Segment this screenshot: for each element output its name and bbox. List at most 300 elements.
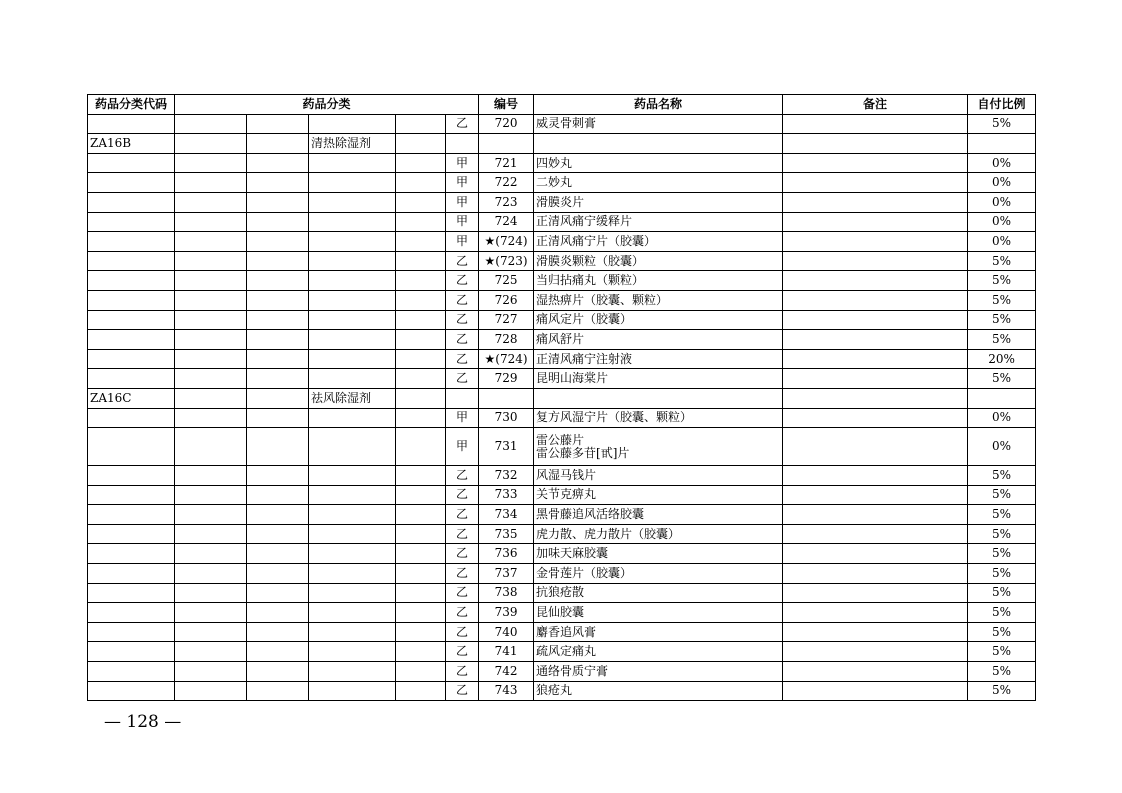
empty-cell bbox=[309, 681, 396, 701]
drug-name-cell bbox=[534, 564, 783, 584]
drug-row bbox=[88, 564, 1036, 584]
drug-name-cell bbox=[534, 271, 783, 291]
ratio-cell: 5% bbox=[968, 290, 1036, 310]
category-row bbox=[88, 134, 1036, 154]
note-cell bbox=[783, 428, 968, 466]
empty-cell bbox=[247, 192, 309, 212]
drug-name: 痛风舒片 bbox=[536, 331, 585, 346]
header-name: 药品名称 bbox=[534, 95, 783, 115]
drug-table bbox=[87, 94, 1036, 701]
number-cell: 734 bbox=[479, 505, 534, 525]
table-body bbox=[88, 114, 1036, 701]
note-cell bbox=[783, 408, 968, 428]
empty-cell bbox=[247, 662, 309, 682]
number-cell: 723 bbox=[479, 192, 534, 212]
grade-cell: 甲 bbox=[446, 153, 479, 173]
empty-cell bbox=[309, 349, 396, 369]
empty-cell bbox=[396, 681, 446, 701]
empty-cell bbox=[479, 134, 534, 154]
empty-cell bbox=[88, 153, 175, 173]
empty-cell bbox=[309, 642, 396, 662]
drug-row bbox=[88, 642, 1036, 662]
empty-cell bbox=[247, 466, 309, 486]
category-name: 祛风除湿剂 bbox=[309, 388, 396, 408]
grade-cell: 乙 bbox=[446, 681, 479, 701]
grade-cell: 甲 bbox=[446, 212, 479, 232]
empty-cell bbox=[175, 388, 247, 408]
empty-cell bbox=[309, 369, 396, 389]
empty-cell bbox=[396, 544, 446, 564]
empty-cell bbox=[309, 271, 396, 291]
drug-name-cell bbox=[534, 212, 783, 232]
note-cell bbox=[783, 603, 968, 623]
grade-cell: 乙 bbox=[446, 662, 479, 682]
note-cell bbox=[783, 622, 968, 642]
empty-cell bbox=[479, 388, 534, 408]
empty-cell bbox=[247, 564, 309, 584]
drug-name-cell bbox=[534, 662, 783, 682]
grade-cell: 乙 bbox=[446, 271, 479, 291]
note-cell bbox=[783, 564, 968, 584]
category-name: 清热除湿剂 bbox=[309, 134, 396, 154]
drug-name-cell bbox=[534, 173, 783, 193]
header-ratio: 自付比例 bbox=[968, 95, 1036, 115]
category-code: ZA16C bbox=[88, 388, 175, 408]
empty-cell bbox=[88, 330, 175, 350]
ratio-cell: 5% bbox=[968, 330, 1036, 350]
drug-name: 疏风定痛丸 bbox=[536, 644, 597, 659]
note-cell bbox=[783, 505, 968, 525]
empty-cell bbox=[247, 134, 309, 154]
drug-name: 痛风定片（胶囊） bbox=[536, 312, 633, 327]
empty-cell bbox=[446, 134, 479, 154]
empty-cell bbox=[309, 428, 396, 466]
drug-row bbox=[88, 310, 1036, 330]
empty-cell bbox=[309, 290, 396, 310]
number-cell: ★(724) bbox=[479, 349, 534, 369]
number-cell: 727 bbox=[479, 310, 534, 330]
empty-cell bbox=[175, 603, 247, 623]
ratio-cell: 5% bbox=[968, 310, 1036, 330]
ratio-cell: 0% bbox=[968, 428, 1036, 466]
number-cell: 741 bbox=[479, 642, 534, 662]
empty-cell bbox=[396, 603, 446, 623]
empty-cell bbox=[309, 212, 396, 232]
drug-name: 加味天麻胶囊 bbox=[536, 546, 609, 561]
empty-cell bbox=[396, 564, 446, 584]
empty-cell bbox=[247, 349, 309, 369]
drug-row bbox=[88, 505, 1036, 525]
empty-cell bbox=[175, 524, 247, 544]
empty-cell bbox=[783, 134, 968, 154]
empty-cell bbox=[309, 662, 396, 682]
number-cell: 735 bbox=[479, 524, 534, 544]
drug-name: 虎力散、虎力散片（胶囊） bbox=[536, 526, 681, 541]
drug-row bbox=[88, 232, 1036, 252]
empty-cell bbox=[88, 485, 175, 505]
empty-cell bbox=[396, 153, 446, 173]
empty-cell bbox=[396, 505, 446, 525]
drug-row bbox=[88, 583, 1036, 603]
number-cell: 730 bbox=[479, 408, 534, 428]
note-cell bbox=[783, 310, 968, 330]
note-cell bbox=[783, 271, 968, 291]
empty-cell bbox=[247, 544, 309, 564]
drug-name: 威灵骨刺膏 bbox=[536, 116, 597, 131]
empty-cell bbox=[247, 505, 309, 525]
drug-name: 正清风痛宁片（胶囊） bbox=[536, 233, 657, 248]
ratio-cell: 5% bbox=[968, 369, 1036, 389]
grade-cell: 甲 bbox=[446, 408, 479, 428]
drug-row bbox=[88, 524, 1036, 544]
empty-cell bbox=[88, 583, 175, 603]
empty-cell bbox=[396, 290, 446, 310]
drug-name: 当归拈痛丸（颗粒） bbox=[536, 273, 645, 288]
empty-cell bbox=[175, 428, 247, 466]
empty-cell bbox=[88, 290, 175, 310]
empty-cell bbox=[88, 310, 175, 330]
empty-cell bbox=[309, 583, 396, 603]
empty-cell bbox=[175, 153, 247, 173]
empty-cell bbox=[175, 369, 247, 389]
drug-name-cell bbox=[534, 330, 783, 350]
number-cell: 738 bbox=[479, 583, 534, 603]
note-cell bbox=[783, 544, 968, 564]
empty-cell bbox=[88, 251, 175, 271]
grade-cell: 乙 bbox=[446, 524, 479, 544]
drug-name: 昆仙胶囊 bbox=[536, 605, 585, 620]
drug-name: 抗狼疮散 bbox=[536, 585, 585, 600]
empty-cell bbox=[88, 622, 175, 642]
ratio-cell: 5% bbox=[968, 622, 1036, 642]
header-row bbox=[88, 95, 1036, 115]
empty-cell bbox=[88, 212, 175, 232]
empty-cell bbox=[446, 388, 479, 408]
drug-name-cell bbox=[534, 192, 783, 212]
ratio-cell: 5% bbox=[968, 564, 1036, 584]
empty-cell bbox=[396, 524, 446, 544]
note-cell bbox=[783, 524, 968, 544]
drug-row bbox=[88, 408, 1036, 428]
empty-cell bbox=[396, 114, 446, 134]
number-cell: ★(724) bbox=[479, 232, 534, 252]
category-row bbox=[88, 388, 1036, 408]
grade-cell: 乙 bbox=[446, 622, 479, 642]
drug-name-cell bbox=[534, 603, 783, 623]
empty-cell bbox=[309, 310, 396, 330]
empty-cell bbox=[309, 544, 396, 564]
empty-cell bbox=[968, 134, 1036, 154]
ratio-cell: 5% bbox=[968, 466, 1036, 486]
ratio-cell: 5% bbox=[968, 544, 1036, 564]
note-cell bbox=[783, 349, 968, 369]
empty-cell bbox=[88, 603, 175, 623]
empty-cell bbox=[88, 505, 175, 525]
number-cell: 740 bbox=[479, 622, 534, 642]
number-cell: 736 bbox=[479, 544, 534, 564]
empty-cell bbox=[175, 349, 247, 369]
drug-row bbox=[88, 466, 1036, 486]
ratio-cell: 0% bbox=[968, 408, 1036, 428]
drug-row bbox=[88, 290, 1036, 310]
empty-cell bbox=[175, 505, 247, 525]
empty-cell bbox=[175, 622, 247, 642]
number-cell: 733 bbox=[479, 485, 534, 505]
empty-cell bbox=[247, 173, 309, 193]
note-cell bbox=[783, 290, 968, 310]
drug-name-cell bbox=[534, 524, 783, 544]
number-cell: 729 bbox=[479, 369, 534, 389]
empty-cell bbox=[396, 408, 446, 428]
drug-row bbox=[88, 330, 1036, 350]
drug-row bbox=[88, 271, 1036, 291]
drug-name-cell bbox=[534, 505, 783, 525]
ratio-cell: 0% bbox=[968, 212, 1036, 232]
drug-row bbox=[88, 485, 1036, 505]
header-code: 药品分类代码 bbox=[88, 95, 175, 115]
empty-cell bbox=[247, 408, 309, 428]
note-cell bbox=[783, 153, 968, 173]
ratio-cell: 5% bbox=[968, 583, 1036, 603]
grade-cell: 乙 bbox=[446, 485, 479, 505]
drug-row bbox=[88, 173, 1036, 193]
empty-cell bbox=[175, 485, 247, 505]
grade-cell: 乙 bbox=[446, 564, 479, 584]
drug-name: 雷公藤多苷[甙]片 bbox=[536, 445, 630, 460]
ratio-cell: 5% bbox=[968, 114, 1036, 134]
number-cell: ★(723) bbox=[479, 251, 534, 271]
drug-name-cell bbox=[534, 466, 783, 486]
drug-row bbox=[88, 251, 1036, 271]
header-note: 备注 bbox=[783, 95, 968, 115]
empty-cell bbox=[247, 642, 309, 662]
grade-cell: 甲 bbox=[446, 173, 479, 193]
empty-cell bbox=[247, 251, 309, 271]
ratio-cell: 5% bbox=[968, 485, 1036, 505]
empty-cell bbox=[396, 192, 446, 212]
empty-cell bbox=[175, 662, 247, 682]
empty-cell bbox=[309, 192, 396, 212]
grade-cell: 甲 bbox=[446, 192, 479, 212]
grade-cell: 乙 bbox=[446, 330, 479, 350]
grade-cell: 乙 bbox=[446, 583, 479, 603]
empty-cell bbox=[88, 642, 175, 662]
empty-cell bbox=[175, 134, 247, 154]
drug-row bbox=[88, 212, 1036, 232]
grade-cell: 甲 bbox=[446, 232, 479, 252]
empty-cell bbox=[247, 428, 309, 466]
ratio-cell: 5% bbox=[968, 251, 1036, 271]
empty-cell bbox=[309, 485, 396, 505]
empty-cell bbox=[175, 232, 247, 252]
drug-row bbox=[88, 622, 1036, 642]
ratio-cell: 0% bbox=[968, 173, 1036, 193]
empty-cell bbox=[309, 408, 396, 428]
empty-cell bbox=[88, 114, 175, 134]
drug-name-cell bbox=[534, 642, 783, 662]
empty-cell bbox=[175, 114, 247, 134]
empty-cell bbox=[309, 153, 396, 173]
grade-cell: 乙 bbox=[446, 642, 479, 662]
empty-cell bbox=[396, 271, 446, 291]
grade-cell: 乙 bbox=[446, 114, 479, 134]
empty-cell bbox=[175, 583, 247, 603]
grade-cell: 乙 bbox=[446, 310, 479, 330]
empty-cell bbox=[175, 544, 247, 564]
grade-cell: 甲 bbox=[446, 428, 479, 466]
number-cell: 725 bbox=[479, 271, 534, 291]
drug-name-cell bbox=[534, 349, 783, 369]
empty-cell bbox=[396, 583, 446, 603]
empty-cell bbox=[88, 428, 175, 466]
note-cell bbox=[783, 369, 968, 389]
drug-name: 麝香追风膏 bbox=[536, 624, 597, 639]
empty-cell bbox=[396, 388, 446, 408]
note-cell bbox=[783, 173, 968, 193]
empty-cell bbox=[309, 232, 396, 252]
empty-cell bbox=[88, 173, 175, 193]
empty-cell bbox=[309, 173, 396, 193]
empty-cell bbox=[309, 564, 396, 584]
empty-cell bbox=[247, 485, 309, 505]
header-category: 药品分类 bbox=[175, 95, 479, 115]
number-cell: 721 bbox=[479, 153, 534, 173]
drug-name: 关节克痹丸 bbox=[536, 487, 597, 502]
number-cell: 724 bbox=[479, 212, 534, 232]
drug-name-cell bbox=[534, 310, 783, 330]
drug-name: 黑骨藤追风活络胶囊 bbox=[536, 507, 645, 522]
drug-name: 昆明山海棠片 bbox=[536, 371, 609, 386]
empty-cell bbox=[396, 349, 446, 369]
drug-name-cell bbox=[534, 114, 783, 134]
ratio-cell: 0% bbox=[968, 153, 1036, 173]
drug-row bbox=[88, 369, 1036, 389]
empty-cell bbox=[534, 388, 783, 408]
grade-cell: 乙 bbox=[446, 251, 479, 271]
note-cell bbox=[783, 212, 968, 232]
drug-name-cell bbox=[534, 485, 783, 505]
empty-cell bbox=[309, 251, 396, 271]
empty-cell bbox=[396, 369, 446, 389]
empty-cell bbox=[88, 408, 175, 428]
empty-cell bbox=[309, 524, 396, 544]
drug-name-cell bbox=[534, 428, 783, 466]
drug-name: 正清风痛宁注射液 bbox=[536, 351, 633, 366]
drug-name: 湿热痹片（胶囊、颗粒） bbox=[536, 292, 669, 307]
drug-row bbox=[88, 114, 1036, 134]
empty-cell bbox=[247, 622, 309, 642]
empty-cell bbox=[396, 134, 446, 154]
empty-cell bbox=[175, 564, 247, 584]
empty-cell bbox=[175, 192, 247, 212]
empty-cell bbox=[247, 212, 309, 232]
empty-cell bbox=[396, 642, 446, 662]
note-cell bbox=[783, 642, 968, 662]
drug-row bbox=[88, 603, 1036, 623]
note-cell bbox=[783, 485, 968, 505]
empty-cell bbox=[396, 251, 446, 271]
empty-cell bbox=[396, 662, 446, 682]
ratio-cell: 20% bbox=[968, 349, 1036, 369]
empty-cell bbox=[247, 603, 309, 623]
empty-cell bbox=[247, 388, 309, 408]
number-cell: 728 bbox=[479, 330, 534, 350]
empty-cell bbox=[309, 466, 396, 486]
drug-name: 金骨莲片（胶囊） bbox=[536, 565, 633, 580]
empty-cell bbox=[309, 603, 396, 623]
note-cell bbox=[783, 232, 968, 252]
empty-cell bbox=[396, 330, 446, 350]
empty-cell bbox=[396, 310, 446, 330]
drug-name-cell bbox=[534, 369, 783, 389]
ratio-cell: 5% bbox=[968, 271, 1036, 291]
empty-cell bbox=[396, 428, 446, 466]
empty-cell bbox=[88, 192, 175, 212]
empty-cell bbox=[783, 388, 968, 408]
grade-cell: 乙 bbox=[446, 466, 479, 486]
empty-cell bbox=[175, 212, 247, 232]
empty-cell bbox=[309, 114, 396, 134]
empty-cell bbox=[247, 369, 309, 389]
grade-cell: 乙 bbox=[446, 505, 479, 525]
number-cell: 722 bbox=[479, 173, 534, 193]
empty-cell bbox=[88, 544, 175, 564]
ratio-cell: 5% bbox=[968, 642, 1036, 662]
empty-cell bbox=[396, 232, 446, 252]
note-cell bbox=[783, 330, 968, 350]
number-cell: 737 bbox=[479, 564, 534, 584]
drug-name-cell bbox=[534, 583, 783, 603]
empty-cell bbox=[247, 524, 309, 544]
empty-cell bbox=[309, 330, 396, 350]
empty-cell bbox=[247, 583, 309, 603]
drug-name: 四妙丸 bbox=[536, 155, 573, 170]
header-number: 编号 bbox=[479, 95, 534, 115]
grade-cell: 乙 bbox=[446, 544, 479, 564]
drug-name: 滑膜炎片 bbox=[536, 194, 585, 209]
drug-name-cell bbox=[534, 544, 783, 564]
number-cell: 743 bbox=[479, 681, 534, 701]
empty-cell bbox=[247, 330, 309, 350]
note-cell bbox=[783, 114, 968, 134]
empty-cell bbox=[175, 466, 247, 486]
empty-cell bbox=[88, 369, 175, 389]
drug-row bbox=[88, 192, 1036, 212]
empty-cell bbox=[247, 310, 309, 330]
empty-cell bbox=[175, 271, 247, 291]
number-cell: 731 bbox=[479, 428, 534, 466]
empty-cell bbox=[175, 251, 247, 271]
ratio-cell: 0% bbox=[968, 192, 1036, 212]
empty-cell bbox=[309, 505, 396, 525]
note-cell bbox=[783, 192, 968, 212]
empty-cell bbox=[175, 330, 247, 350]
ratio-cell: 5% bbox=[968, 681, 1036, 701]
drug-row bbox=[88, 544, 1036, 564]
empty-cell bbox=[88, 662, 175, 682]
empty-cell bbox=[88, 349, 175, 369]
grade-cell: 乙 bbox=[446, 290, 479, 310]
empty-cell bbox=[396, 622, 446, 642]
empty-cell bbox=[175, 290, 247, 310]
empty-cell bbox=[175, 408, 247, 428]
drug-name: 雷公藤片 bbox=[536, 432, 585, 447]
empty-cell bbox=[247, 232, 309, 252]
number-cell: 726 bbox=[479, 290, 534, 310]
drug-row bbox=[88, 662, 1036, 682]
empty-cell bbox=[88, 232, 175, 252]
ratio-cell: 0% bbox=[968, 232, 1036, 252]
